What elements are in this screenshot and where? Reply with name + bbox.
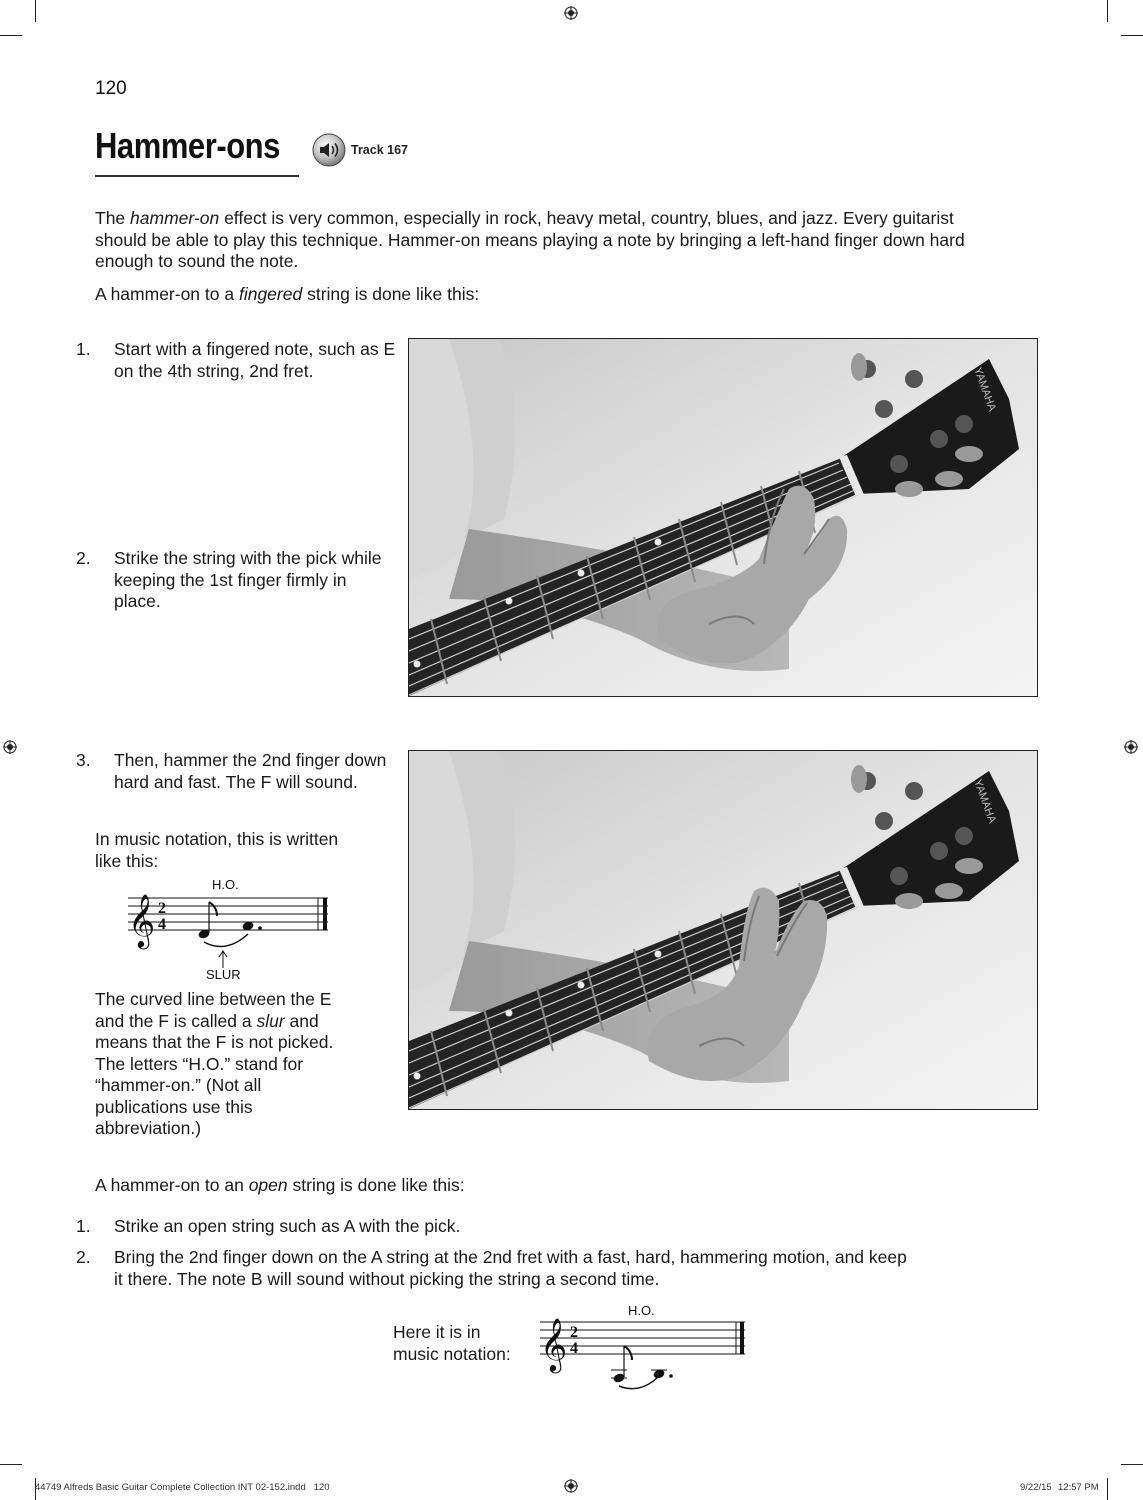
crop-mark: [0, 35, 22, 36]
step-item: 1. Strike an open string such as A with the pick.: [76, 1216, 461, 1236]
page-title: Hammer-ons: [95, 125, 280, 166]
crop-mark: [1107, 1478, 1108, 1500]
guitar-photo-illustration: [409, 339, 1037, 696]
footer-file-info: 44749 Alfreds Basic Guitar Complete Collection INT 02-152.indd 120: [35, 1482, 330, 1493]
svg-text:𝄞: 𝄞: [128, 893, 156, 947]
registration-mark-icon: [1124, 740, 1138, 754]
step-item: 2. Strike the string with the pick while keeping the 1st finger firmly in place.: [76, 548, 382, 611]
registration-mark-icon: [564, 6, 578, 20]
ho-label: H.O.: [212, 877, 239, 892]
footer-date: 9/22/15: [1020, 1482, 1052, 1493]
intro-paragraph: The hammer-on effect is very common, especially in rock, heavy metal, country, blues, and jazz. Every guitarist should be able to play this technique. Hammer-on means playing a note by bringing a left-hand finger down hard enough to sound the note.: [95, 208, 965, 271]
svg-text:4: 4: [570, 1340, 578, 1357]
photo-second-finger-hammer: [408, 750, 1038, 1110]
notation2-label: Here it is in music notation:: [393, 1322, 511, 1364]
notation-intro: In music notation, this is written like this:: [95, 829, 339, 871]
photo-first-finger-fret: [408, 338, 1038, 697]
registration-mark-icon: [564, 1479, 578, 1493]
svg-text:2: 2: [158, 900, 166, 917]
crop-mark: [35, 0, 36, 22]
audio-speaker-icon[interactable]: [312, 133, 346, 167]
step-item: 3. Then, hammer the 2nd finger down hard and fast. The F will sound.: [76, 750, 387, 792]
crop-mark: [1107, 0, 1108, 22]
track-label: Track 167: [351, 143, 408, 157]
page-number: 120: [95, 78, 127, 99]
step-item: 2. Bring the 2nd finger down on the A string at the 2nd fret with a fast, hard, hammering motion, and keep it there. The note B will sound without picking the string a second time.: [76, 1247, 907, 1289]
fingered-intro: A hammer-on to a fingered string is done like this:: [95, 284, 480, 304]
slur-label: SLUR: [206, 967, 241, 982]
brand-text: YAMAHA: [971, 777, 999, 825]
registration-mark-icon: [3, 740, 17, 754]
crop-mark: [0, 1464, 22, 1465]
brand-text: YAMAHA: [971, 365, 999, 413]
title-underline: [95, 175, 299, 177]
guitar-photo-illustration: [409, 751, 1037, 1109]
svg-text:4: 4: [158, 916, 166, 933]
ho-label: H.O.: [628, 1303, 655, 1318]
svg-text:2: 2: [570, 1324, 578, 1341]
notation-hammer-on-a-to-b: [535, 1298, 750, 1398]
notation-hammer-on-e-to-f: [118, 872, 338, 987]
svg-text:𝄞: 𝄞: [540, 1317, 568, 1371]
crop-mark: [1121, 35, 1143, 36]
step-item: 1. Start with a fingered note, such as E on the 4th string, 2nd fret.: [76, 339, 396, 381]
open-intro: A hammer-on to an open string is done like this:: [95, 1175, 465, 1195]
footer-time: 12:57 PM: [1058, 1482, 1099, 1493]
crop-mark: [1121, 1464, 1143, 1465]
slur-explanation: The curved line between the E and the F is called a slur and means that the F is not picked. The letters “H.O.” stand for “hammer-on.” (Not all publications use this abbreviation.): [95, 989, 334, 1138]
